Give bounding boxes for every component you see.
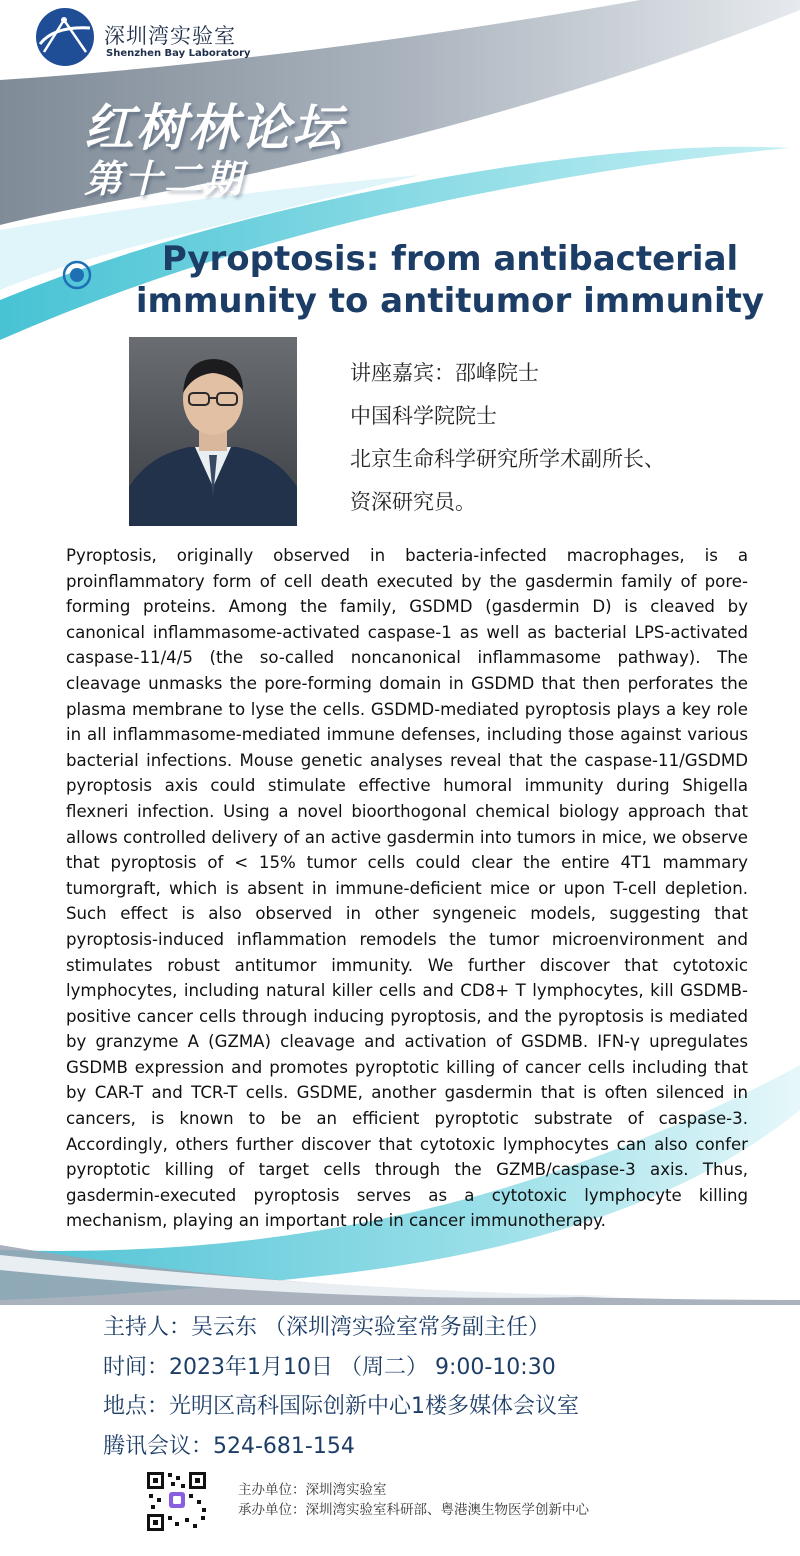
- host-organization: 主办单位：深圳湾实验室: [238, 1482, 387, 1498]
- event-meeting-id: 腾讯会议：524-681-154: [103, 1433, 355, 1459]
- event-location: 地点：光明区高科国际创新中心1楼多媒体会议室: [103, 1394, 579, 1419]
- talk-title: Pyroptosis: from antibacterial immunity to antitumor immunity: [135, 239, 765, 321]
- speaker-info: [350, 352, 665, 524]
- speaker-rank: 资深研究员。: [350, 490, 476, 514]
- speaker-position: 北京生命科学研究所学术副所长、: [350, 447, 665, 471]
- speaker-photo: [129, 337, 297, 526]
- radio-bullet-icon: [62, 260, 92, 290]
- lab-logo-icon: [34, 6, 96, 68]
- lab-logo: [34, 6, 264, 68]
- speaker-title: 中国科学院院士: [350, 404, 497, 428]
- forum-issue: 第十二期: [84, 157, 245, 201]
- lab-name-en: Shenzhen Bay Laboratory: [106, 48, 251, 59]
- event-info: [103, 1308, 579, 1466]
- lab-name-cn: 深圳湾实验室: [104, 24, 236, 48]
- speaker-name: 讲座嘉宾：邵峰院士: [350, 361, 539, 385]
- forum-title: 红树林论坛: [84, 99, 344, 157]
- qr-code-icon[interactable]: [145, 1470, 208, 1533]
- event-time: 时间：2023年1月10日 （周二） 9:00-10:30: [103, 1354, 556, 1380]
- abstract-text: Pyroptosis, originally observed in bacteria-infected macrophages, is a proinflammatory form of cell death executed by the gasdermin family of pore-forming proteins. Among the family, GSDMD (gasdermin D) is cleaved by canonical inflammasome-activated caspase-1 as well as bacterial LPS-activated caspase-11/4/5 (the so-called noncanonical inflammasome pathway). The cleavage unmasks the pore-forming domain in GSDMD that then perforates the plasma membrane to lyse the cells. GSDMD-mediated pyroptosis plays a key role in all inflammasome-mediated immune defenses, including those against various bacterial infections. Mouse genetic analyses reveal that the caspase-11/GSDMD pyroptosis axis could stimulate effective humoral immunity during Shigella flexneri infection. Using a novel bioorthogonal chemical biology approach that allows controlled delivery of an active gasdermin into tumors in mice, we observe that pyroptosis of < 15% tumor cells could clear the entire 4T1 mammary tumorgraft, which is absent in immune-deficient mice or upon T-cell depletion. Such effect is also observed in other syngeneic models, suggesting that pyroptosis-induced inflammation remodels the tumor microenvironment and stimulates robust antitumor immunity. We further discover that cytotoxic lymphocytes, including natural killer cells and CD8+ T lymphocytes, kill GSDMB-positive cancer cells through inducing pyroptosis, and the pyroptosis is mediated by granzyme A (GZMA) cleavage and activation of GSDMB. IFN-γ upregulates GSDMB expression and promotes pyroptotic killing of cancer cells including that by CAR-T and TCR-T cells. GSDME, another gasdermin that is often silenced in cancers, is known to be an efficient pyroptotic substrate of caspase-3. Accordingly, others further discover that cytotoxic lymphocytes can also confer pyroptotic killing of target cells through the GZMB/caspase-3 axis. Thus, gasdermin-executed pyroptosis serves as a cytotoxic lymphocyte killing mechanism, playing an important role in cancer immunotherapy.: [66, 546, 748, 1231]
- speaker-portrait-icon: [129, 337, 297, 526]
- undertaker-organization: 承办单位：深圳湾实验室科研部、粤港澳生物医学创新中心: [238, 1502, 589, 1518]
- event-host: 主持人：吴云东 （深圳湾实验室常务副主任）: [103, 1315, 550, 1340]
- organizers: [238, 1480, 589, 1520]
